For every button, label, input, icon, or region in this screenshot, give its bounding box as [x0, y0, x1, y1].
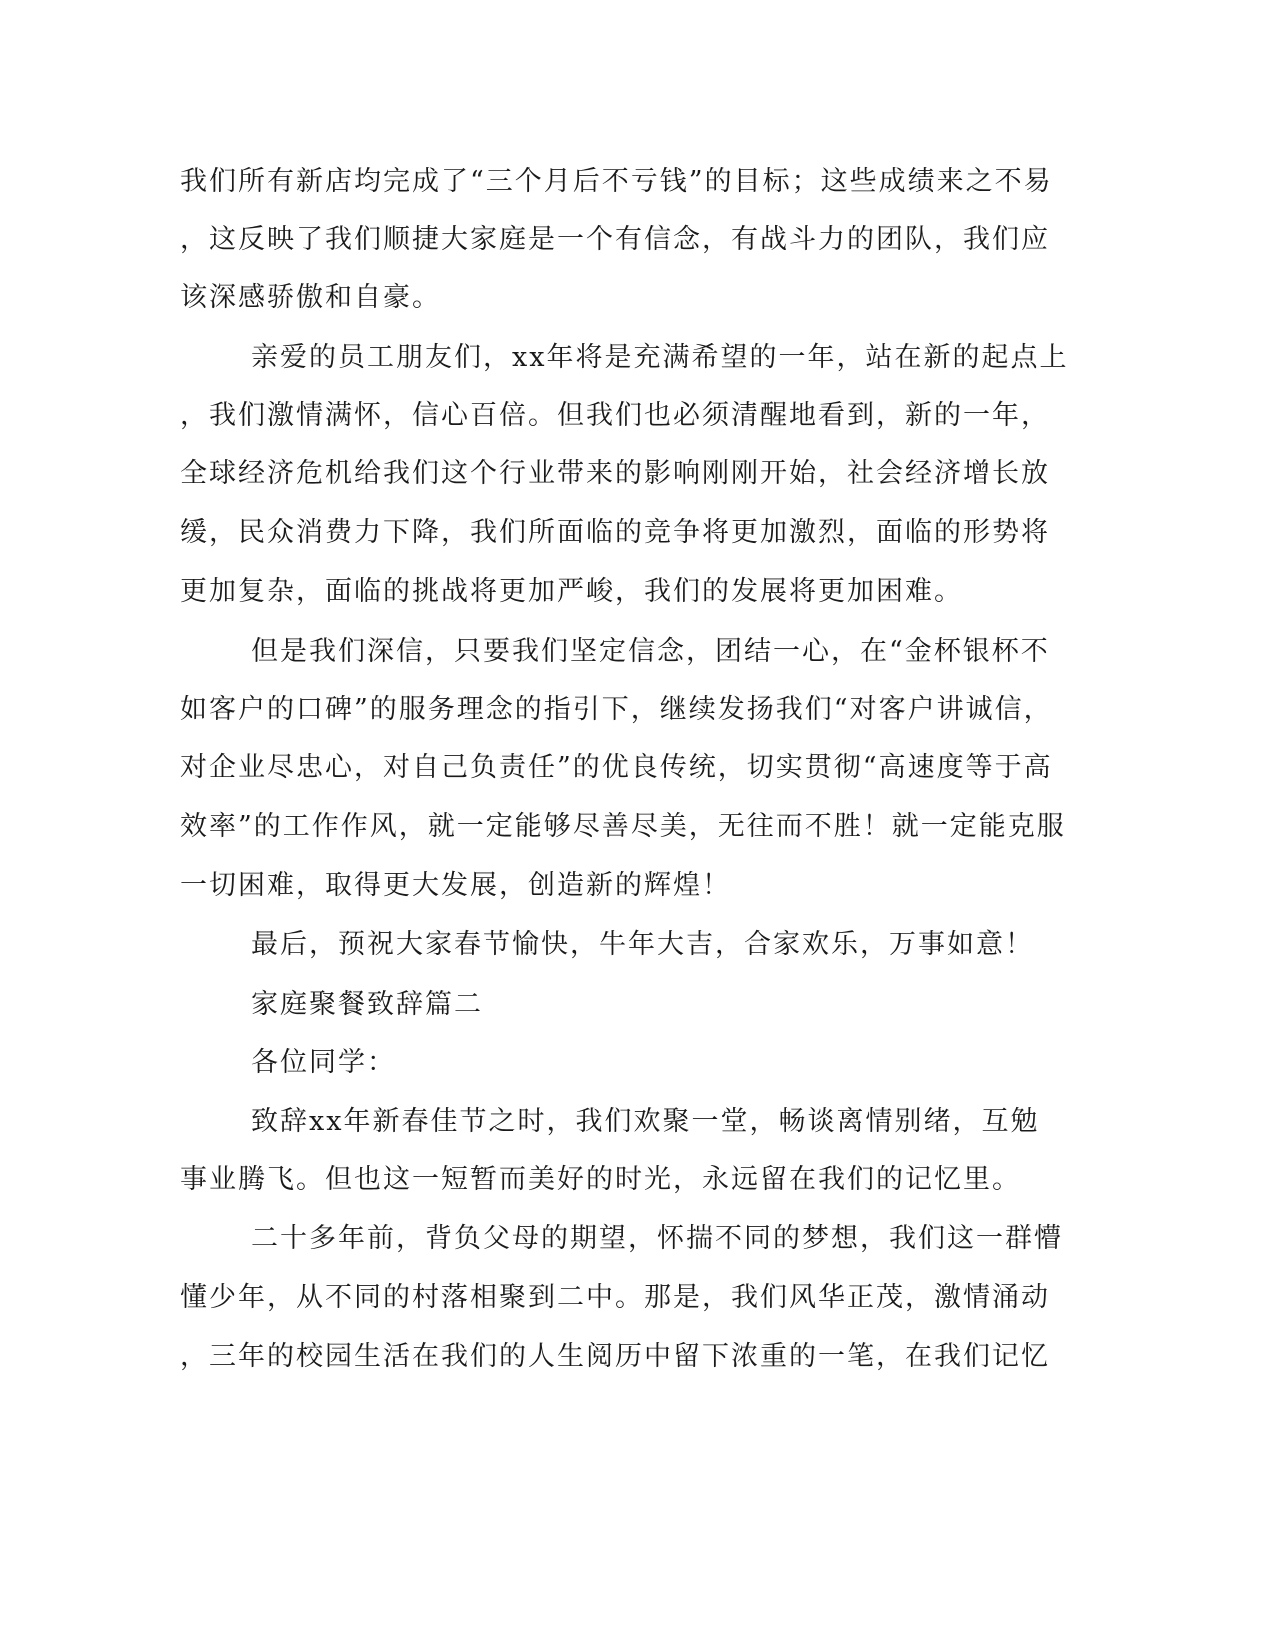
text-line: 更加复杂，面临的挑战将更加严峻，我们的发展将更加困难。	[180, 576, 963, 607]
text-line: 一切困难，取得更大发展，创造新的辉煌！	[180, 870, 731, 901]
paragraph-start-line: 二十多年前，背负父母的期望，怀揣不同的梦想，我们这一群懵	[251, 1223, 1063, 1254]
text-line: 事业腾飞。但也这一短暂而美好的时光，永远留在我们的记忆里。	[180, 1164, 1021, 1195]
paragraph-start-line: 致辞xx年新春佳节之时，我们欢聚一堂，畅谈离情别绪，互勉	[251, 1106, 1040, 1137]
text-line: 缓，民众消费力下降，我们所面临的竞争将更加激烈，面临的形势将	[180, 517, 1050, 548]
text-line: 对企业尽忠心，对自己负责任”的优良传统，切实贯彻“高速度等于高	[180, 752, 1053, 783]
paragraph-start-line: 但是我们深信，只要我们坚定信念，团结一心，在“金杯银杯不	[251, 636, 1050, 667]
text-line: 全球经济危机给我们这个行业带来的影响刚刚开始，社会经济增长放	[180, 458, 1050, 489]
text-line: ，我们激情满怀，信心百倍。但我们也必须清醒地看到，新的一年，	[180, 400, 1050, 431]
text-line: 如客户的口碑”的服务理念的指引下，继续发扬我们“对客户讲诚信，	[180, 694, 1053, 725]
text-line: 我们所有新店均完成了“三个月后不亏钱”的目标；这些成绩来之不易	[180, 166, 1053, 197]
paragraph-start-line: 亲爱的员工朋友们，xx年将是充满希望的一年，站在新的起点上	[251, 342, 1069, 373]
section-title: 家庭聚餐致辞篇二	[251, 989, 483, 1020]
paragraph-start-line: 最后，预祝大家春节愉快，牛年大吉，合家欢乐，万事如意！	[251, 929, 1034, 960]
text-line: ，这反映了我们顺捷大家庭是一个有信念，有战斗力的团队，我们应	[180, 224, 1050, 255]
text-line: 懂少年，从不同的村落相聚到二中。那是，我们风华正茂，激情涌动	[180, 1282, 1050, 1313]
salutation: 各位同学：	[251, 1047, 396, 1078]
text-line: ，三年的校园生活在我们的人生阅历中留下浓重的一笔，在我们记忆	[180, 1341, 1050, 1372]
text-line: 效率”的工作作风，就一定能够尽善尽美，无往而不胜！就一定能克服	[180, 811, 1066, 842]
text-line: 该深感骄傲和自豪。	[180, 282, 441, 313]
